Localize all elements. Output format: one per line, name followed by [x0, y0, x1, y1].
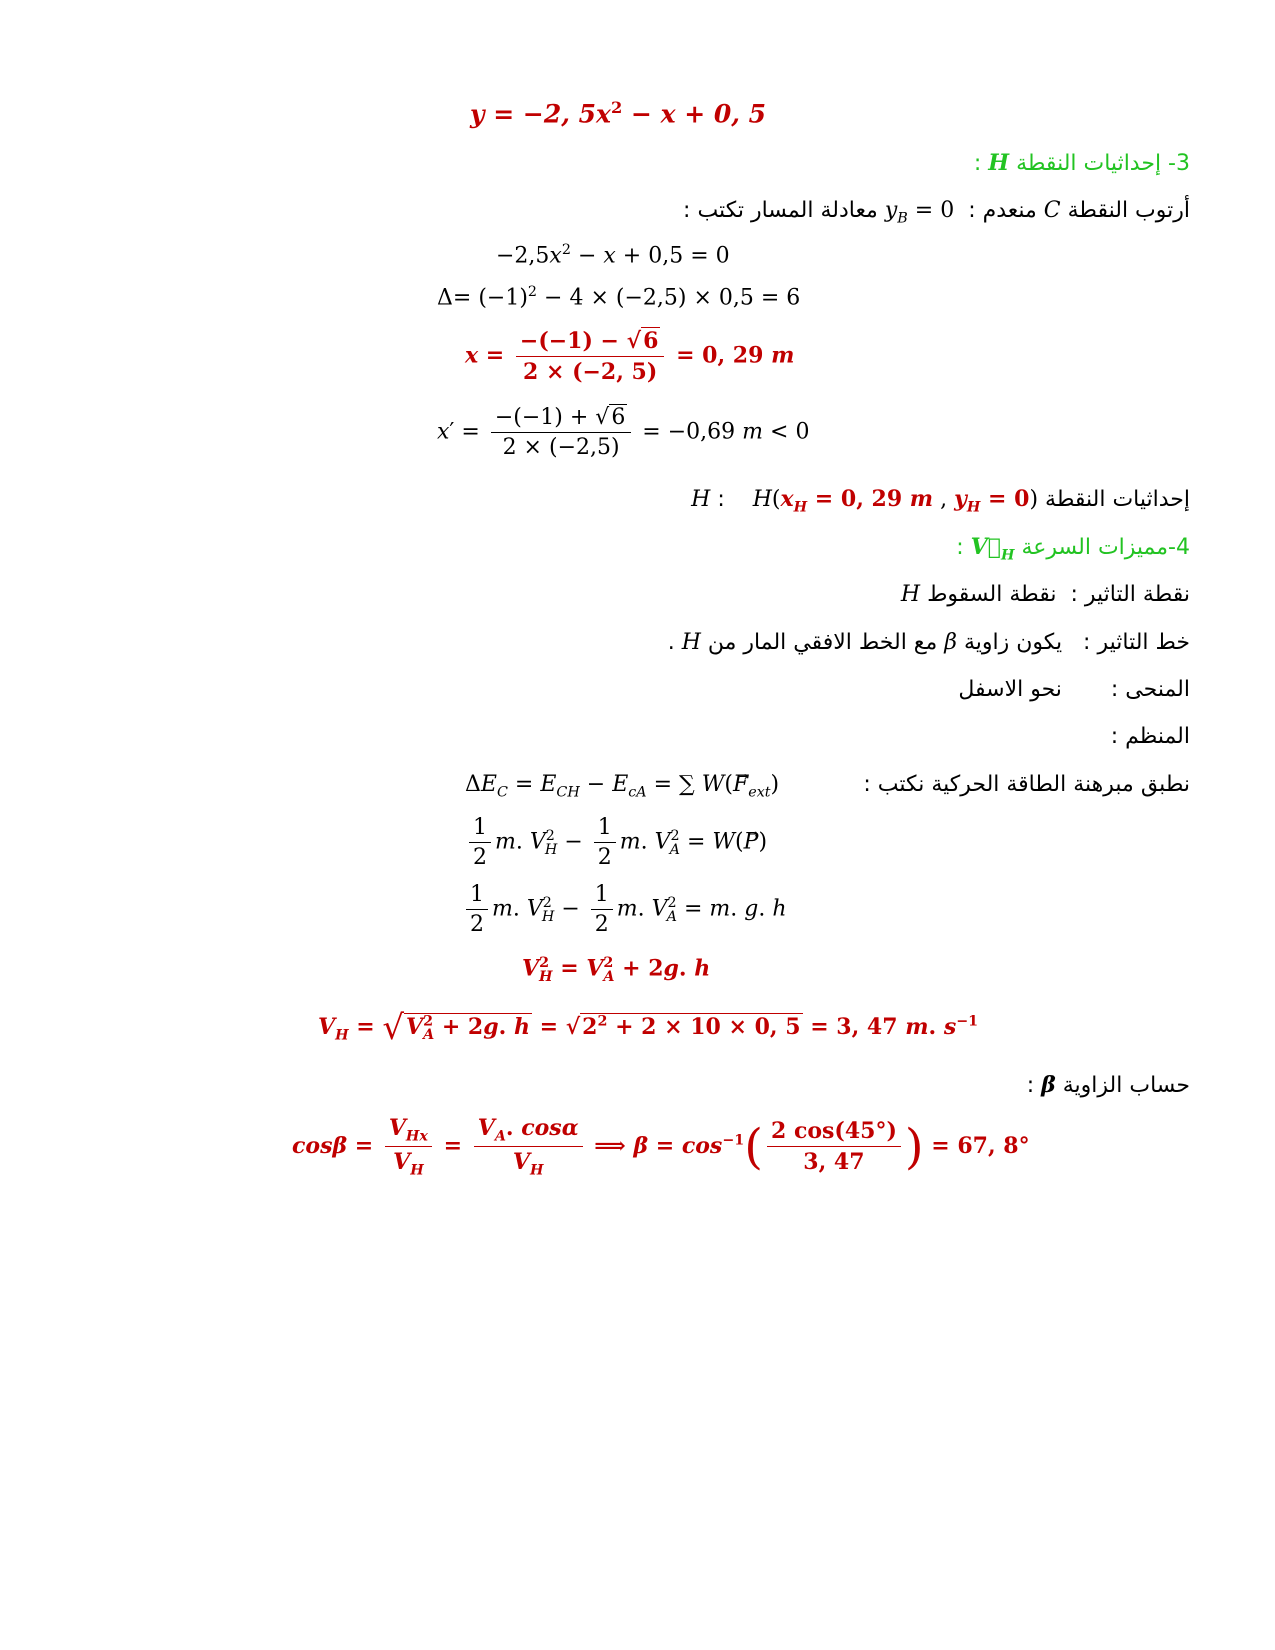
- energy-equation-2: $\frac{1}{2}$ m. $V^2_H$ − $\frac{1}{2}$ m. $V^2_A = m$. g. h: [462, 882, 787, 937]
- vh-value-equation: $V_H = √V^2_A + 2g$. $h = √2^2 + 2 \times 10 \times 0$, 5 = 3, 47 m. $s^{-1}$: [318, 1008, 979, 1048]
- kinetic-energy-theorem-equation: $\Delta E_C = E_{CH} - E_{cA}$ = ∑ $W(F_{ext})$: [465, 772, 780, 801]
- trajectory-equation: y = −2, $5x^2 - x + 0$, 5: [470, 98, 767, 129]
- line-of-action: خط التاثير : يكون زاوية β مع الخط الافقي المار من H .: [667, 630, 1190, 655]
- cos-beta-equation: cosβ = $\frac{V_{Hx}}{V_H}$ = $\frac{V_A. \cos\alpha}{V_H}$ ⟹ $\beta = \cos^{-1}$( $\frac{2 \cos(45^\circ)}{3, 47}$ ) = 67, 8°: [292, 1115, 1030, 1179]
- root-x-positive: x = $\frac{-(-1) - √6}{2 \times (-2, 5)}$ = 0, 29 m: [465, 328, 795, 385]
- direction: المنحى : نحو الاسفل: [958, 677, 1190, 702]
- angle-calculation-label: حساب الزاوية β :: [1026, 1072, 1190, 1098]
- yb-statement: أرتوب النقطة C منعدم : $y_B = 0$ معادلة المسار تكتب :: [683, 198, 1190, 227]
- section-4-var: $V⃗_H$: [970, 534, 1015, 564]
- section-4-title: 4-مميزات السرعة: [1021, 535, 1190, 560]
- section-3-title: 3- إحداثيات النقطة: [1016, 151, 1190, 176]
- section-3-var: H: [988, 150, 1010, 176]
- energy-equation-1-rhs: = W(P⃗): [686, 829, 768, 855]
- section-3-colon: :: [973, 151, 982, 176]
- energy-equation-2-rhs: = m. g. h: [683, 896, 787, 922]
- kinetic-energy-theorem-label: نطبق مبرهنة الطاقة الحركية نكتب :: [863, 772, 1190, 797]
- magnitude-label: المنظم :: [1110, 724, 1190, 749]
- section-4-colon: :: [956, 535, 964, 560]
- point-of-application: نقطة التاثير : نقطة السقوط H: [900, 582, 1190, 607]
- delta-equation: $\Delta= (-1)^2 - 4 \times (-2,5) \times 0,5 = 6$: [437, 284, 801, 311]
- quadratic-equation: $-2,5x^2 - x + 0,5 = 0$: [496, 242, 730, 269]
- energy-equation-1: $\frac{1}{2}$ m. $V^2_H$ − $\frac{1}{2}$ m. $V^2_A$ = W(P⃗): [465, 815, 767, 870]
- section-4-heading: [956, 534, 1190, 563]
- vh-squared-equation: $V^2_H = V^2_A + 2g$. h: [522, 955, 711, 985]
- coordinates-of-h: إحداثيات النقطة H : $H(x_H = 0$, 29 m , $y_H = 0$): [691, 486, 1190, 516]
- root-x-negative: x′ = $\frac{-(-1) + √6}{2 \times (-2,5)}$ = −0,69 m < 0: [437, 405, 810, 460]
- section-3-heading: [974, 150, 1190, 176]
